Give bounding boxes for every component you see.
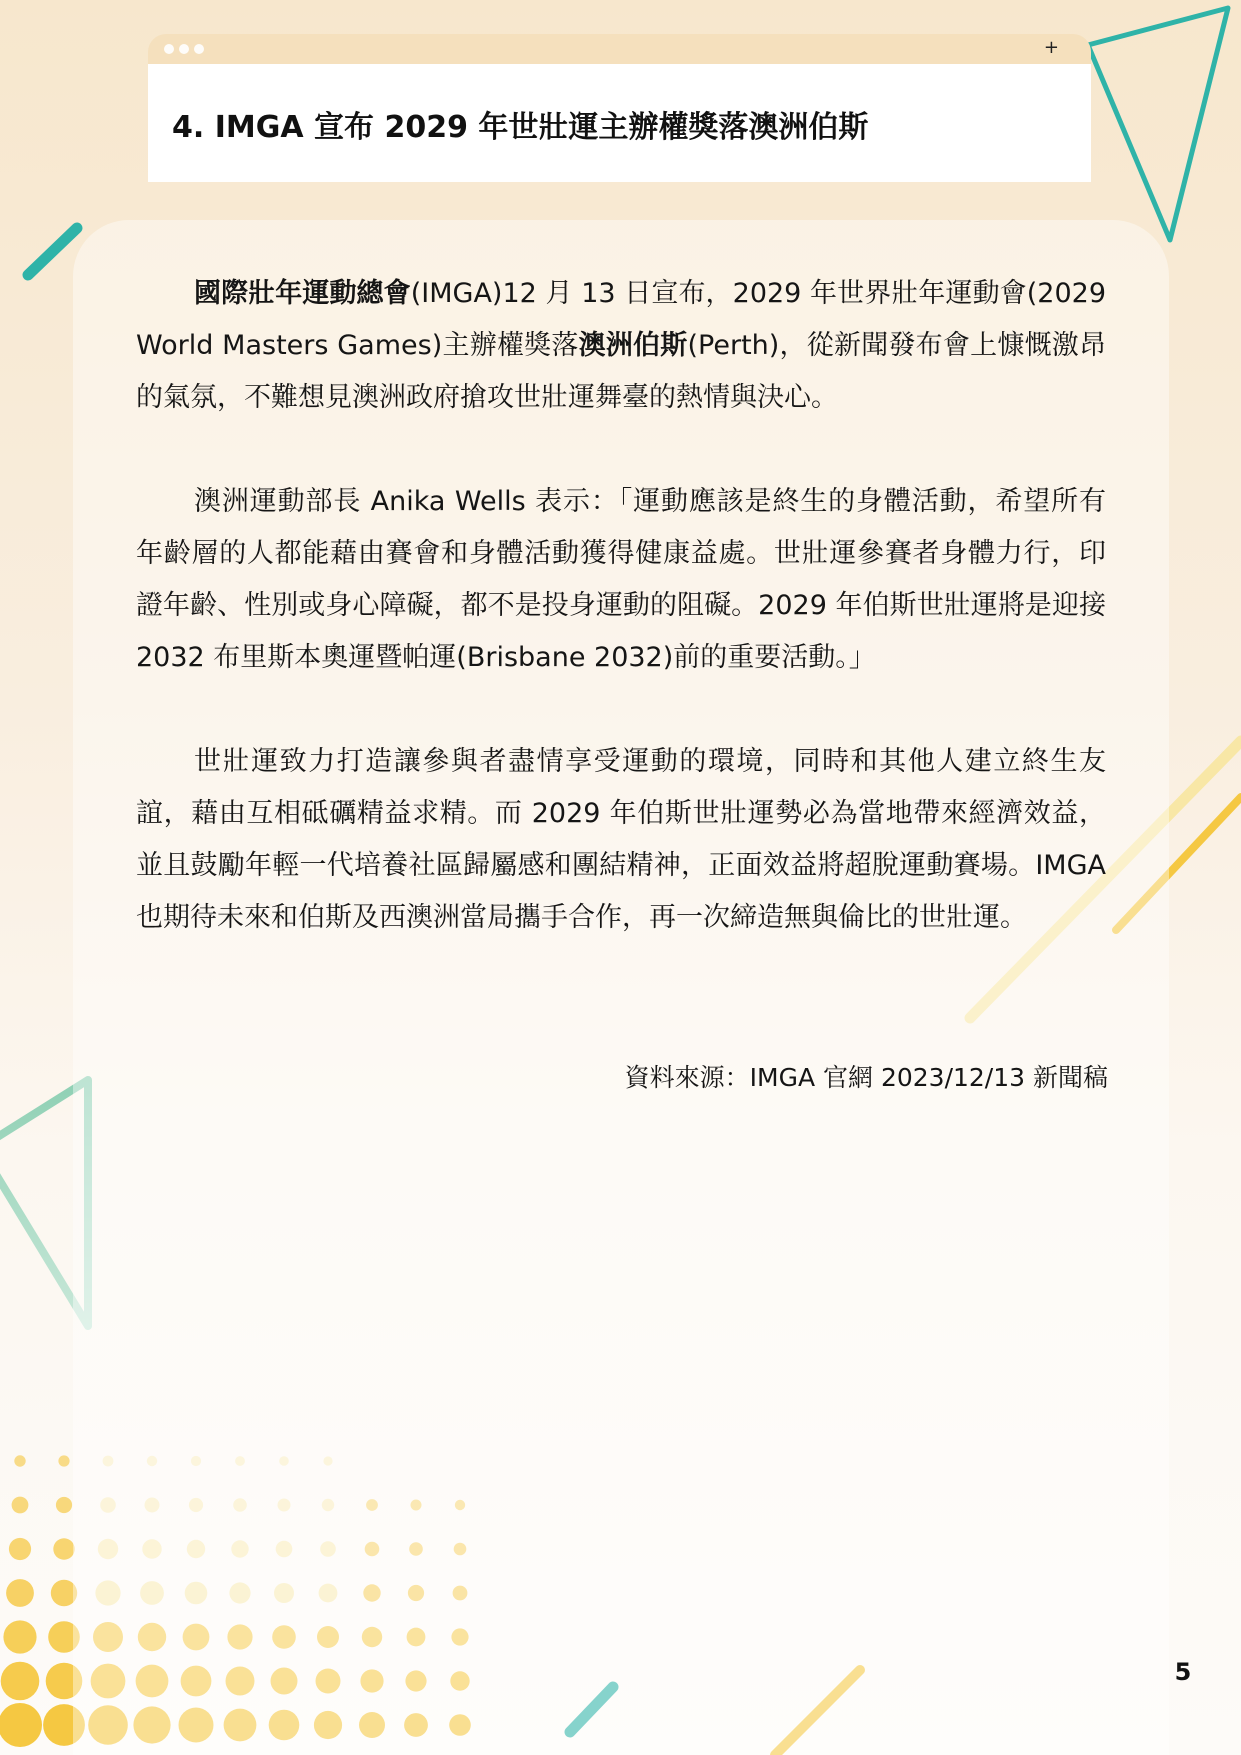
window-dot xyxy=(164,44,174,54)
paragraph-1-text-a: (IMGA)12 月 13 日宣布，2029 年世界壯年運動會(2029 World Masters Games)主辦權獎落 xyxy=(136,278,1106,361)
header-card xyxy=(148,34,1091,182)
teal-dash-top-left xyxy=(28,228,77,275)
halftone-dot xyxy=(58,1455,69,1466)
header-body xyxy=(148,64,1091,182)
plus-icon: + xyxy=(1043,37,1059,58)
org-name: 國際壯年運動總會 xyxy=(194,278,411,309)
paragraph-2: 澳洲運動部長 Anika Wells 表示：「運動應該是終生的身體活動，希望所有年齡層的人都能藉由賽會和身體活動獲得健康益處。世壯運參賽者身體力行，印證年齡、性別或身心障礙，都不是投身運動的阻礙。2029 年伯斯世壯運將是迎接 2032 布里斯本奧運暨帕運(Brisbane 2032)前的重要活動。」 xyxy=(136,486,1106,673)
halftone-dot xyxy=(14,1455,25,1466)
section-heading: 4. IMGA 宣布 2029 年世壯運主辦權獎落澳洲伯斯 xyxy=(172,110,869,145)
window-dot xyxy=(194,44,204,54)
paragraph-1-text-b: (Perth)，從新聞發布會上慷慨激昂的氣氛，不難想見澳洲政府搶攻世壯運舞臺的熱情與決心。 xyxy=(136,330,1107,413)
paragraph-3: 世壯運致力打造讓參與者盡情享受運動的環境，同時和其他人建立終生友誼，藉由互相砥礪精益求精。而 2029 年伯斯世壯運勢必為當地帶來經濟效益，並且鼓勵年輕一代培養社區歸屬感和團結精神，正面效益將超脫運動賽場。IMGA 也期待未來和伯斯及西澳洲當局攜手合作，再一次締造無與倫比的世壯運。 xyxy=(136,746,1106,933)
halftone-dot xyxy=(0,1703,42,1747)
halftone-dot xyxy=(6,1579,34,1607)
halftone-dot xyxy=(56,1497,72,1513)
halftone-dot xyxy=(1,1662,40,1701)
content-panel xyxy=(73,220,1169,1755)
halftone-dot xyxy=(3,1620,36,1653)
host-city: 澳洲伯斯 xyxy=(578,330,688,361)
halftone-dot xyxy=(12,1497,29,1514)
halftone-dot xyxy=(9,1538,31,1560)
paragraph-1 xyxy=(136,268,1106,424)
window-dot xyxy=(179,44,189,54)
header-bar xyxy=(148,34,1091,64)
halftone-dot xyxy=(53,1538,74,1559)
teal-triangle-top-right xyxy=(1088,8,1228,240)
page-number: 5 xyxy=(1174,1658,1192,1686)
window-dots xyxy=(164,44,204,54)
source-note: 資料來源：IMGA 官網 2023/12/13 新聞稿 xyxy=(624,1063,1108,1092)
